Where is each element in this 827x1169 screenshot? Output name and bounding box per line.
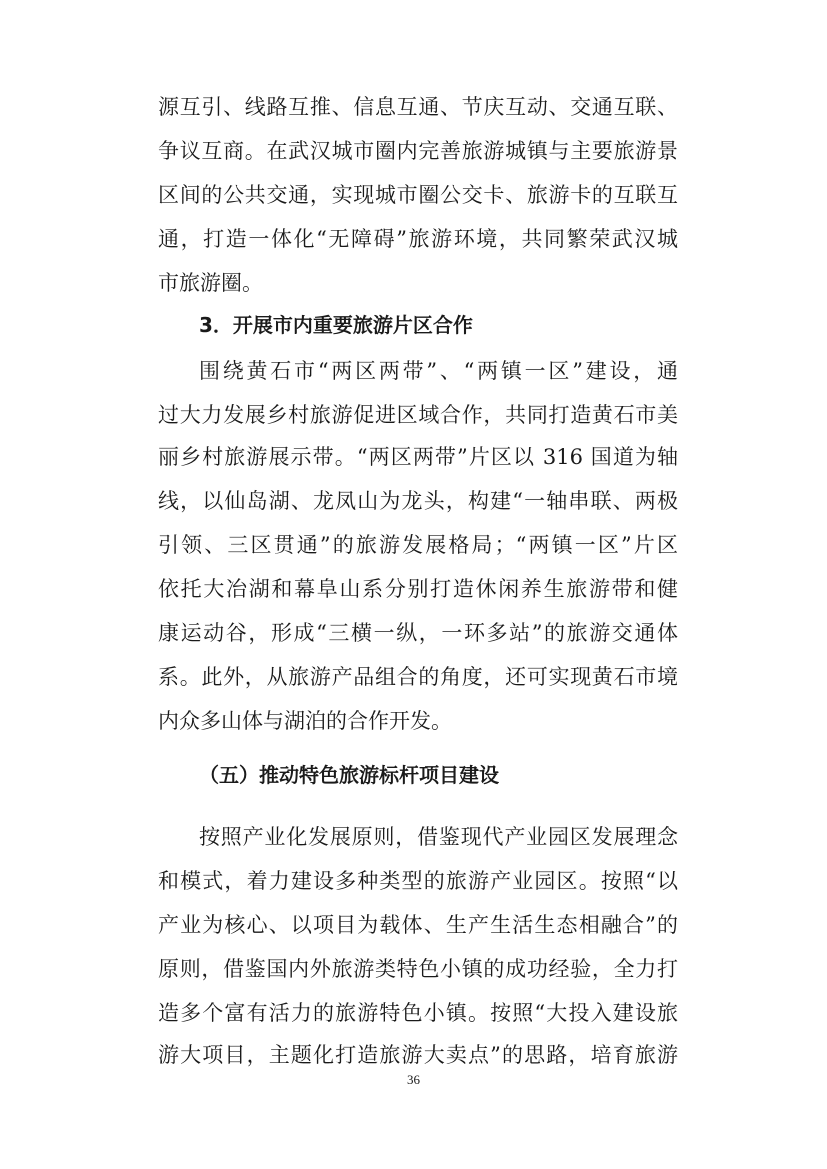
body-line: 引领、三区贯通”的旅游发展格局；“两镇一区”片区 — [158, 533, 678, 557]
body-line: 源互引、线路互推、信息互通、节庆互动、交通互联、 — [158, 95, 678, 119]
chapter-subheading: （五）推动特色旅游标杆项目建设 — [199, 763, 499, 787]
body-line: 内众多山体与湖泊的合作开发。 — [158, 709, 452, 733]
body-line: 造多个富有活力的旅游特色小镇。按照“大投入建设旅 — [158, 1001, 678, 1025]
body-line: 原则，借鉴国内外旅游类特色小镇的成功经验，全力打 — [158, 957, 678, 981]
body-line: 和模式，着力建设多种类型的旅游产业园区。按照“以 — [158, 869, 678, 893]
body-line: 围绕黄石市“两区两带”、“两镇一区”建设，通 — [199, 359, 678, 383]
body-line: 康运动谷，形成“三横一纵，一环多站”的旅游交通体 — [158, 621, 678, 645]
body-line: 线，以仙岛湖、龙凤山为龙头，构建“一轴串联、两极 — [158, 489, 678, 513]
body-line: 依托大冶湖和幕阜山系分别打造休闲养生旅游带和健 — [158, 577, 678, 601]
body-line: 区间的公共交通，实现城市圈公交卡、旅游卡的互联互 — [158, 183, 678, 207]
body-line: 产业为核心、以项目为载体、生产生活生态相融合”的 — [158, 913, 678, 937]
body-line: 争议互商。在武汉城市圈内完善旅游城镇与主要旅游景 — [158, 139, 678, 163]
body-line: 按照产业化发展原则，借鉴现代产业园区发展理念 — [199, 825, 678, 849]
page-number: 36 — [407, 1072, 420, 1087]
section-heading: 3．开展市内重要旅游片区合作 — [199, 313, 473, 337]
body-line: 过大力发展乡村旅游促进区域合作，共同打造黄石市美 — [158, 403, 678, 427]
body-line: 丽乡村旅游展示带。“两区两带”片区以 316 国道为轴 — [158, 445, 678, 469]
body-line: 市旅游圈。 — [158, 271, 263, 295]
body-line: 游大项目，主题化打造旅游大卖点”的思路，培育旅游 — [158, 1043, 678, 1067]
body-line: 系。此外，从旅游产品组合的角度，还可实现黄石市境 — [158, 665, 678, 689]
body-line: 通，打造一体化“无障碍”旅游环境，共同繁荣武汉城 — [158, 227, 678, 251]
